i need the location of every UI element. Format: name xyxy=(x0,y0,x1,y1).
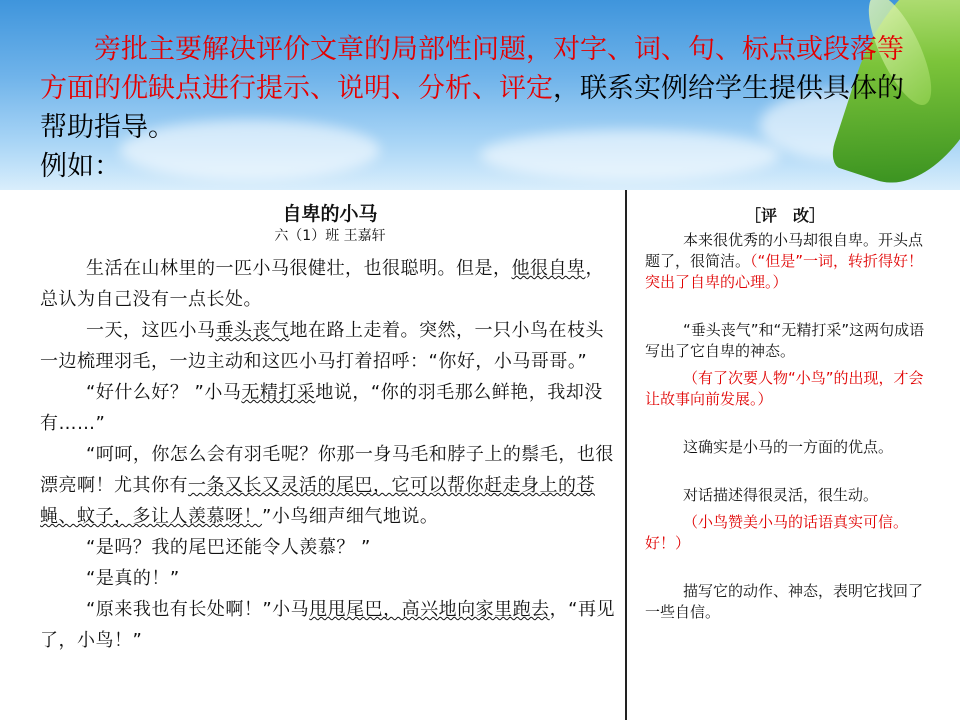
essay-text: ”小鸟细声细气地说。 xyxy=(262,506,439,527)
comment-block xyxy=(645,320,925,362)
essay-text: 地说，“你的羽毛那么鲜艳，我却没有……” xyxy=(40,382,603,434)
essay-text: 地在路上走着。突然，一只小鸟在枝头一边梳理羽毛，一边主动和这匹小马打着招呼：“你好，小马哥哥。” xyxy=(40,320,604,372)
comment-text: 这确实是小马的一方面的优点。 xyxy=(683,438,894,456)
underlined-text: 无精打采 xyxy=(241,382,316,403)
essay-text: “原来我也有长处啊！”小马 xyxy=(86,599,310,620)
underlined-text: 他很自卑 xyxy=(511,258,586,279)
comment-text: “垂头丧气”和“无精打采”这两句成语写出了它自卑的神态。 xyxy=(645,321,925,360)
intro-red-text: 旁批主要解决评价文章的局部性问题，对字、词、句、标点或段落等方面的优缺点进行提示、说明、分析、评定 xyxy=(40,34,904,104)
comment-block xyxy=(645,581,925,623)
essay-paragraph xyxy=(40,532,620,563)
comment-title: ［评 改］ xyxy=(744,206,825,225)
comment-text: 描写它的动作、神态，表明它找回了一些自信。 xyxy=(645,582,924,621)
comment-red-text: （小鸟赞美小马的话语真实可信。好！） xyxy=(645,513,909,552)
essay-byline: 六（1）班 王嘉轩 xyxy=(274,228,386,244)
example-label: 例如： xyxy=(40,151,121,182)
essay-text: ，“再见了，小鸟！” xyxy=(40,599,615,651)
essay-text: “是吗？我的尾巴还能令人羡慕？ ” xyxy=(86,537,371,558)
essay-text: ，总认为自己没有一点长处。 xyxy=(40,258,604,310)
essay-title: 自卑的小马 xyxy=(282,203,378,225)
column-divider xyxy=(625,190,627,720)
underlined-text: 垂头丧气 xyxy=(215,320,290,341)
comment-block xyxy=(645,512,925,554)
comment-red-text: （“但是”一词，转折得好！突出了自卑的心理。） xyxy=(645,252,924,291)
essay-column xyxy=(40,195,620,656)
comment-block xyxy=(645,230,925,293)
comment-block xyxy=(645,368,925,410)
essay-paragraph xyxy=(40,439,620,532)
underlined-text: 一条又长又灵活的尾巴，它可以帮你赶走身上的苍蝇、蚊子，多让人羡慕呀！ xyxy=(40,475,595,527)
comment-column xyxy=(645,205,925,629)
essay-text: “呵呵，你怎么会有羽毛呢？你那一身马毛和脖子上的鬃毛，也很漂亮啊！尤其你有 xyxy=(40,444,614,496)
essay-text: 一天，这匹小马 xyxy=(86,320,216,341)
essay-text: 生活在山林里的一匹小马很健壮，也很聪明。但是， xyxy=(86,258,512,279)
comment-block xyxy=(645,485,925,506)
underlined-text: 甩甩尾巴，高兴地向家里跑去 xyxy=(309,599,550,620)
intro-text xyxy=(40,30,920,186)
comment-red-text: （有了次要人物“小鸟”的出现，才会让故事向前发展。） xyxy=(645,369,924,408)
essay-paragraph xyxy=(40,594,620,656)
essay-text: “好什么好？ ”小马 xyxy=(86,382,242,403)
essay-text: “是真的！” xyxy=(86,568,180,589)
essay-paragraph xyxy=(40,377,620,439)
essay-paragraph xyxy=(40,253,620,315)
comment-block xyxy=(645,437,925,458)
intro-black-text: ，联系实例给学生提供具体的帮助指导。 xyxy=(40,73,904,143)
essay-paragraph xyxy=(40,315,620,377)
comment-text: 对话描述得很灵活，很生动。 xyxy=(683,486,879,504)
comment-text: 本来很优秀的小马却很自卑。开头点题了，很简洁。 xyxy=(645,231,924,270)
essay-paragraph xyxy=(40,563,620,594)
